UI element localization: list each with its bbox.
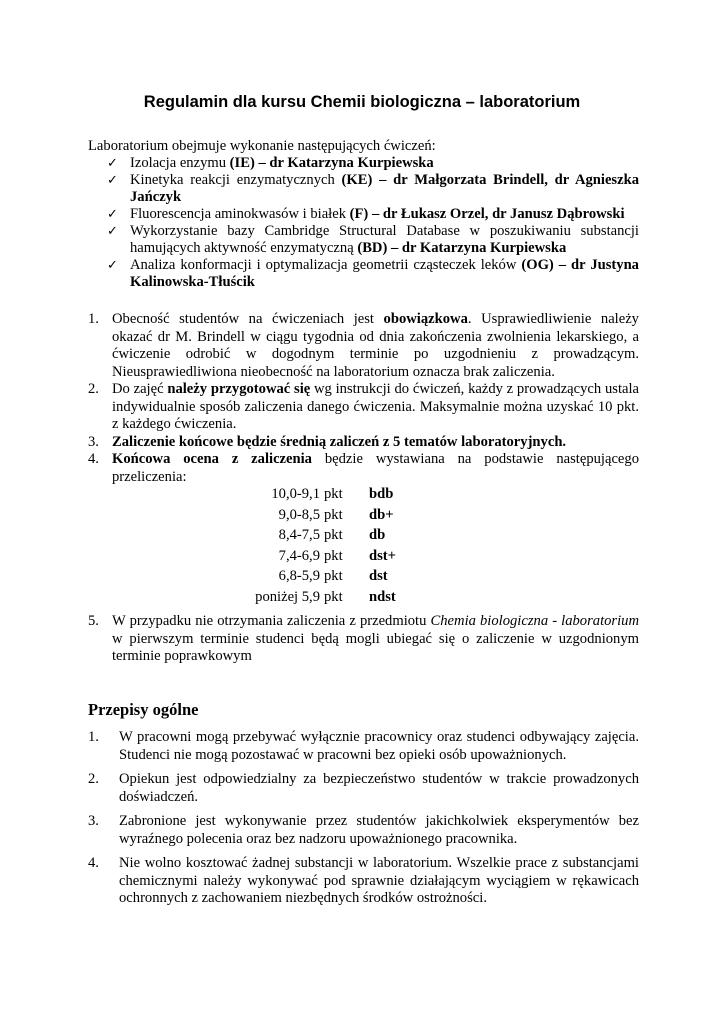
rule-text: Obecność studentów na ćwiczeniach jest	[112, 311, 384, 327]
rule-emphasis: obowiązkowa	[383, 311, 468, 327]
page-title: Regulamin dla kursu Chemii biologiczna – laboratorium	[143, 93, 581, 111]
rule-text: będzie wystawiana na podstawie następującego przeliczenia:	[112, 451, 639, 485]
exercise-item	[107, 206, 639, 223]
rule-number: 1.	[88, 729, 99, 745]
section-heading: Przepisy ogólne	[88, 700, 199, 719]
grade-mark: dst	[369, 568, 388, 584]
grade-unit: pkt	[324, 486, 343, 502]
general-rule-item	[88, 771, 639, 806]
grade-range: 10,0-9,1	[271, 486, 320, 502]
exercise-leader: (BD) – dr Katarzyna Kurpiewska	[357, 240, 567, 256]
grade-row	[112, 548, 639, 569]
grade-unit: pkt	[324, 547, 343, 564]
exercise-leader: (KE) – dr Małgorzata Brindell, dr Agnieszka Jańczyk	[130, 172, 639, 205]
grade-row	[112, 568, 639, 589]
exercise-leader: (IE) – dr Katarzyna Kurpiewska	[229, 155, 434, 171]
rule-text: Do zajęć	[112, 381, 168, 397]
rule-text: w pierwszym terminie studenci będą mogli ubiegać się o zaliczenie w uzgodnionym terminie poprawkowym	[112, 630, 639, 664]
grade-unit: pkt	[324, 506, 343, 523]
exercise-leader: (F) – dr Łukasz Orzel, dr Janusz Dąbrowski	[349, 206, 625, 222]
intro-text: Laboratorium obejmuje wykonanie następujących ćwiczeń:	[88, 138, 436, 154]
exercise-name: Izolacja enzymu	[130, 155, 230, 171]
rule-item	[88, 434, 639, 452]
grade-mark: ndst	[369, 588, 396, 605]
checkmark-icon: ✓	[107, 224, 118, 239]
rule-item	[88, 381, 639, 434]
rule-text: W przypadku nie otrzymania zaliczenia z przedmiotu	[112, 613, 431, 629]
exercise-name: Kinetyka reakcji enzymatycznych	[130, 172, 342, 188]
general-rules-list	[88, 729, 639, 915]
grade-row	[112, 507, 639, 528]
grade-table	[112, 486, 639, 609]
rule-text: W pracowni mogą przebywać wyłącznie pracownicy oraz studenci odbywający zajęcia. Studenci nie mogą pozostawać w pracowni bez opieki osób upoważnionych.	[119, 729, 639, 763]
grade-mark: dst+	[369, 547, 396, 564]
exercise-name: Wykorzystanie bazy Cambridge Structural Database w poszukiwaniu substancji hamujących aktywność enzymatyczną	[130, 223, 639, 256]
checkmark-icon: ✓	[107, 173, 118, 188]
grade-range: 8,4-7,5	[278, 527, 320, 543]
exercise-name: Fluorescencja aminokwasów i białek	[130, 206, 350, 222]
grade-range: poniżej 5,9	[255, 588, 320, 605]
rule-text: Opiekun jest odpowiedzialny za bezpieczeństwo studentów w trakcie prowadzonych doświadczeń.	[119, 771, 639, 805]
exercise-item	[107, 223, 639, 257]
checkmark-icon: ✓	[107, 207, 118, 222]
exercise-list	[107, 155, 639, 291]
rule-emphasis: Zaliczenie końcowe będzie średnią zaliczeń z 5 tematów laboratoryjnych.	[112, 433, 567, 450]
grade-range: 7,4-6,9	[278, 547, 320, 564]
rule-number: 4.	[88, 451, 99, 467]
general-rule-item	[88, 813, 639, 848]
checkmark-icon: ✓	[107, 258, 118, 273]
grade-mark: bdb	[369, 486, 394, 502]
rule-item	[88, 311, 639, 381]
exercise-leader: (OG) – dr Justyna Kalinowska-Tłuścik	[130, 257, 639, 290]
grade-unit: pkt	[324, 588, 343, 605]
grade-row	[112, 486, 639, 507]
grade-unit: pkt	[324, 527, 343, 543]
grade-range: 9,0-8,5	[278, 506, 320, 523]
grade-mark: db	[369, 527, 386, 543]
rule-number: 2.	[88, 771, 99, 787]
rule-text: Nie wolno kosztować żadnej substancji w laboratorium. Wszelkie prace z substancjami chemicznymi należy wykonywać pod sprawnie działającym wyciągiem w rękawicach ochronnych z zachowaniem niezbędnych środków ostrożności.	[119, 855, 639, 906]
grade-row	[112, 527, 639, 548]
checkmark-icon: ✓	[107, 156, 118, 171]
rule-number: 3.	[88, 813, 99, 829]
exercise-item	[107, 172, 639, 206]
grade-range: 6,8-5,9	[278, 568, 320, 584]
course-name: Chemia biologiczna - laboratorium	[430, 613, 640, 629]
rule-number: 2.	[88, 381, 99, 397]
rule-text: Zabronione jest wykonywanie przez studentów jakichkolwiek eksperymentów bez wyraźnego polecenia oraz bez nadzoru upoważnionego pracownika.	[119, 813, 639, 847]
rule-number: 1.	[88, 311, 99, 327]
grade-mark: db+	[369, 506, 394, 523]
rules-list	[88, 311, 639, 666]
exercise-name: Analiza konformacji i optymalizacja geometrii cząsteczek leków	[130, 257, 522, 273]
grade-unit: pkt	[324, 568, 343, 584]
rule-number: 3.	[88, 433, 99, 450]
rule-number: 4.	[88, 855, 99, 871]
grade-row	[112, 589, 639, 610]
rule-emphasis: należy przygotować się	[167, 381, 311, 397]
rule-text: . Usprawiedliwienie należy okazać dr M. Brindell w ciągu tygodnia od dnia zakończenia zwolnienia lekarskiego, a ćwiczenie odrobić w dogodnym terminie po uzgodnieniu z prowadzącym. Nieusprawiedliwiona nieobecność na laboratorium oznacza brak zaliczenia.	[112, 311, 639, 380]
rule-text: wg instrukcji do ćwiczeń, każdy z prowadzących ustala indywidualnie sposób zaliczenia danego ćwiczenia. Maksymalnie można uzyskać 10 pkt. z każdego ćwiczenia.	[112, 381, 640, 432]
general-rule-item	[88, 729, 639, 764]
exercise-item	[107, 257, 639, 291]
rule-emphasis: Końcowa ocena z zaliczenia	[112, 451, 312, 467]
general-rule-item	[88, 855, 639, 908]
rule-item	[88, 613, 639, 666]
exercise-item	[107, 155, 639, 172]
rule-number: 5.	[88, 613, 99, 629]
rule-item	[88, 451, 639, 609]
